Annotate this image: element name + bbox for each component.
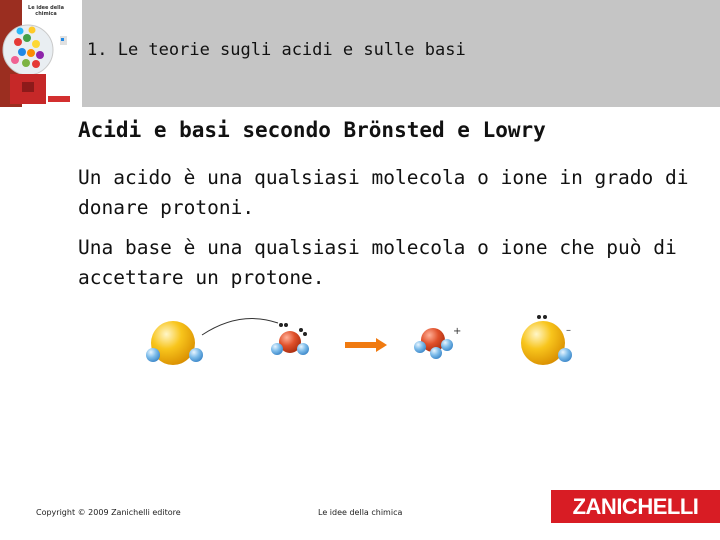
conjugate-base (521, 315, 572, 365)
acid-definition-text: Un acido è una qualsiasi molecola o ione in grado di donare protoni. (78, 166, 689, 219)
base-definition-text: Una base è una qualsiasi molecola o ione che può di accettare un protone. (78, 236, 677, 289)
copyright-text: Copyright © 2009 Zanichelli editore (36, 508, 181, 517)
reaction-arrow-shaft (345, 342, 376, 348)
slide-title: Acidi e basi secondo Brönsted e Lowry (78, 118, 546, 142)
footer-book-title: Le idee della chimica (318, 508, 403, 517)
positive-charge-label: + (453, 326, 462, 337)
acid-molecule (146, 321, 203, 365)
proton-transfer-illustration (140, 305, 590, 385)
book-cover-image (0, 0, 82, 107)
transfer-curve-icon (202, 319, 278, 335)
header-title: 1. Le teorie sugli acidi e sulle basi (87, 40, 466, 60)
cover-title: Le idee della chimica (28, 5, 64, 17)
water-molecule (271, 323, 309, 355)
zanichelli-logo: ZANICHELLI (551, 490, 720, 523)
negative-charge-label: – (566, 325, 571, 336)
hydronium-ion (414, 326, 461, 359)
